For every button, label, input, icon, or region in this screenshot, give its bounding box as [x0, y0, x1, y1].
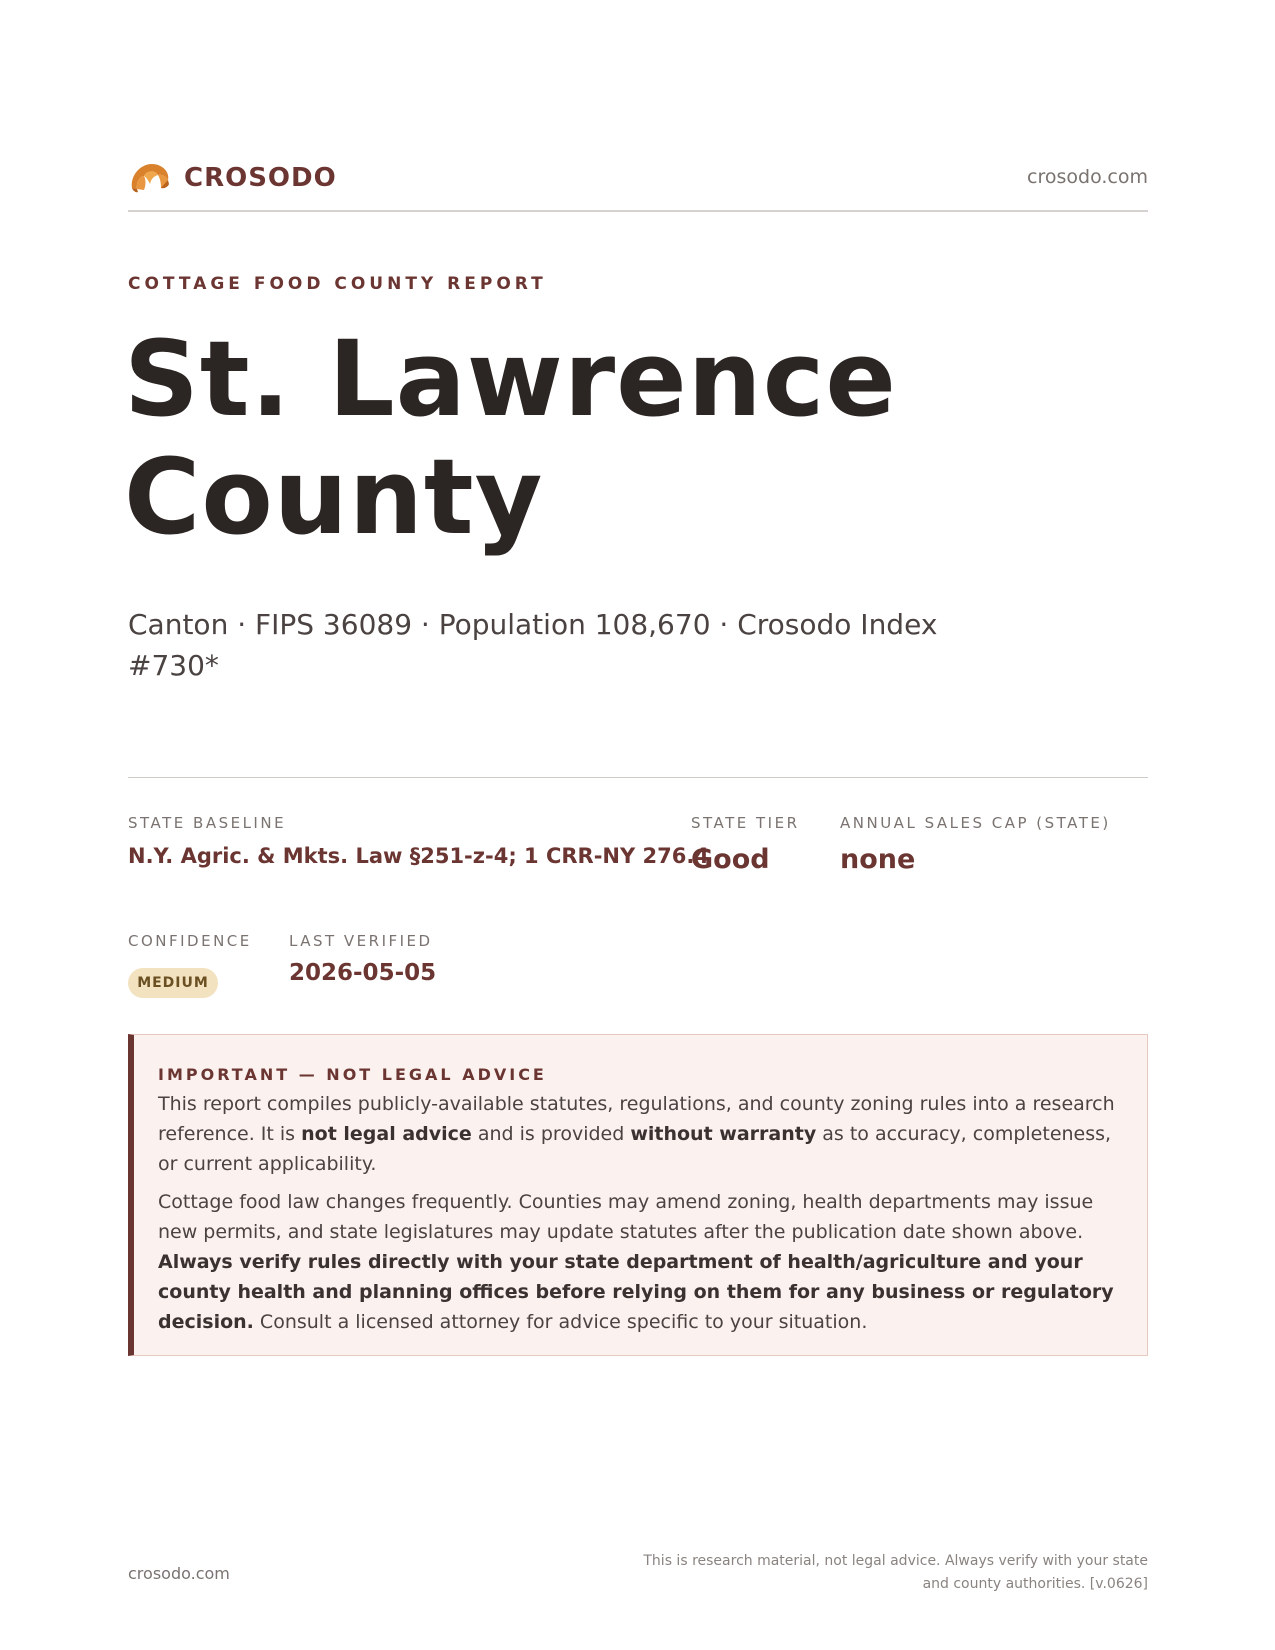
report-eyebrow: COTTAGE FOOD COUNTY REPORT: [128, 274, 547, 294]
header: [128, 158, 1148, 210]
state-baseline-label: STATE BASELINE: [128, 814, 287, 832]
county-subtitle: Canton · FIPS 36089 · Population 108,670 · Crosodo Index #730*: [128, 608, 938, 682]
sales-cap-label: ANNUAL SALES CAP (STATE): [840, 814, 1111, 832]
state-tier-label: STATE TIER: [691, 814, 800, 832]
report-page: [124, 0, 1148, 1650]
state-tier-value: Good: [691, 844, 770, 875]
last-verified-label: LAST VERIFIED: [289, 932, 433, 950]
notice-text: Cottage food law changes frequently. Counties may amend zoning, health departments may issue new permits, and state legislatures may update statutes after the publication date shown above.: [158, 1191, 1094, 1243]
notice-emphasis: without warranty: [630, 1123, 817, 1145]
legal-notice: [128, 1034, 1148, 1356]
header-divider: [128, 210, 1148, 212]
notice-title: IMPORTANT — NOT LEGAL ADVICE: [158, 1065, 547, 1084]
notice-paragraph-2: [158, 1187, 1118, 1337]
footer-disclaimer-line-1: This is research material, not legal advice. Always verify with your state: [643, 1553, 1148, 1569]
brand-name: CROSODO: [184, 163, 337, 193]
footer-disclaimer-line-2: and county authorities. [v.0626]: [922, 1576, 1148, 1592]
title-line-1: St. Lawrence: [124, 318, 897, 440]
section-divider: [128, 777, 1148, 778]
title-line-2: County: [124, 436, 544, 558]
notice-text: and is provided: [471, 1123, 631, 1145]
notice-text: as to accuracy, completeness, or current applicability.: [158, 1123, 1112, 1175]
notice-paragraph-1: [158, 1089, 1118, 1179]
footer-url[interactable]: crosodo.com: [128, 1564, 230, 1583]
state-baseline-value: N.Y. Agric. & Mkts. Law §251-z-4; 1 CRR-NY 276.4: [128, 844, 709, 868]
notice-emphasis: not legal advice: [301, 1123, 472, 1145]
header-url[interactable]: crosodo.com: [1027, 166, 1148, 188]
page-title: [124, 320, 897, 556]
last-verified-value: 2026-05-05: [289, 960, 437, 986]
confidence-label: CONFIDENCE: [128, 932, 252, 950]
notice-text: Consult a licensed attorney for advice specific to your situation.: [253, 1311, 868, 1333]
sales-cap-value: none: [840, 844, 916, 875]
footer-disclaimer: [588, 1550, 1148, 1596]
notice-emphasis: Always verify rules directly with your state department of health/agriculture and your county health and planning offices before relying on them for any business or regulatory decision.: [158, 1251, 1114, 1333]
croissant-icon: [128, 158, 172, 198]
notice-text: This report compiles publicly-available statutes, regulations, and county zoning rules into a research reference. It is: [158, 1093, 1115, 1145]
confidence-badge: MEDIUM: [128, 968, 218, 998]
brand[interactable]: [128, 158, 337, 198]
